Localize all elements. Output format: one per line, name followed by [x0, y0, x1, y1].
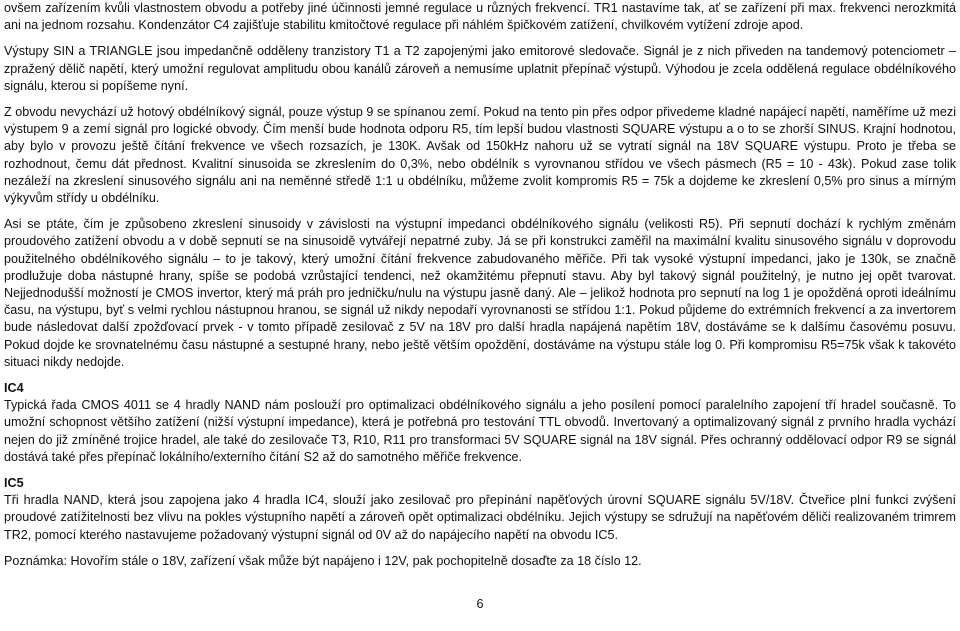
heading-ic5: IC5 — [4, 476, 24, 491]
paragraph-ic5: Tři hradla NAND, která jsou zapojena jako 4 hradla IC4, slouží jako zesilovač pro přepínání napěťových úrovní SQUARE signálu 5V/18V. Čtveřice plní funkci zvýšení proudové zatížitelnosti bez vlivu na pokles výstupního napětí a zároveň opět optimalizaci obdélníku. Jejich výstupy se sdružují na napěťovém děliči realizovaném trimrem TR2, pomocí kterého nastavujeme požadovaný výstupní signál od 0V až do napájecího napětí na obvodu IC5. — [4, 493, 956, 542]
paragraph-note: Poznámka: Hovořím stále o 18V, zařízení však může být napájeno i 12V, pak pochopitelně dosaďte za 18 číslo 12. — [4, 553, 642, 568]
paragraph-sin-triangle-outputs: Výstupy SIN a TRIANGLE jsou impedančně odděleny tranzistory T1 a T2 zapojenými jako emitorové sledovače. Signál je z nich přiveden na tandemový potenciometr – zpražený dělič napětí, který umožní regulovat amplitudu obou kanálů zároveň a nemusíme uplatnit přepínač výstupů. Výhodou je zcela oddělená regulace obdélníkového signálu, kterou si popíšeme nyní. — [4, 44, 956, 93]
paragraph-square-output: Z obvodu nevychází už hotový obdélníkový signál, pouze výstup 9 se spínanou zemí. Pokud na tento pin přes odpor přivedeme kladné napájecí napětí, naměříme už mezi výstupem 9 a zemí signál pro logické obvody. Čím menší bude hodnota odporu R5, tím lepší budou vlastnosti SQUARE výstupu a o to se zhorší SINUS. Krajní hodnotou, aby bylo v provozu ještě čítání frekvence ve všech rozsazích, je 130K. Avšak od 150kHz nahoru už se vytratí signál na 18V SQUARE výstupu. Proto je třeba se rozhodnout, čemu dát přednost. Kvalitní sinusoida se zkreslením do 0,3%, nebo obdélník s vyrovnanou střídou ve všech pásmech (R5 = 10 - 43k). Pokud zase tolik nezáleží na zkreslení sinusového signálu ani na neměnné středě 1:1 u obdélníku, můžeme zvolit kompromis R5 = 75k a dojdeme ke zkreslení 0,5% pro sinus a mírným výkyvům střídy u obdélníku. — [4, 105, 956, 206]
paragraph-frequency-regulation: ovšem zařízením kvůli vlastnostem obvodu a potřeby jiné účinnosti jemné regulace u různých frekvencí. TR1 nastavíme tak, ať se zařízení při max. frekvenci nerozkmitá ani na jednom rozsahu. Kondenzátor C4 zajišťuje stabilitu kmitočtové regulace při náhlém špičkovém zatížení, chvilkovém vytížení zdroje apod. — [4, 1, 956, 33]
paragraph-sinus-distortion: Asi se ptáte, čím je způsobeno zkreslení sinusoidy v závislosti na výstupní impedanci obdélníkového signálu (velikosti R5). Při sepnutí dochází k rychlým změnám proudového zatížení obvodu a v době sepnutí se na sinusoidě vytvářejí nepatrné zuby. Já se při konstrukci zaměřil na maximální kvalitu sinusového signálu v doprovodu použitelného obdélníkového signálu – to je takový, který umožní čítání frekvence zabudovaného měřiče. Při tak vysoké výstupní impedanci, jako je 130k, se značně prodlužuje doba nástupné hrany, spíše se podobá vzrůstající tendenci, než okamžitému přepnutí stavu. Aby byl takový signál použitelný, je nutno jej opět tvarovat. Nejjednodušší možností je CMOS invertor, který má práh pro jedničku/nulu na výstupu jasně daný. Ale – jelikož hodnota pro sepnutí na log 1 je opožděná oproti ideálnímu času, na výstupu, byť s velmi rychlou nástupnou hranou, se signál už nikdy nepodaří vyrovnanosti se střídou 1:1. Pokud půjdeme do extrémních frekvencí a za invertorem bude následovat další zpožďovací prvek - v tomto případě zesilovač z 5V na 18V pro další hradla napájená napětím 18V, dostáváme se k dalšímu časovému posuvu. Pokud dojde ke srovnatelnému času nástupné a sestupné hrany, nebo ještě větším opoždění, dostáváme na výstupu stále log 0. Při kompromisu R5=75k však k takovéto situaci nikdy nedojde. — [4, 217, 956, 369]
document-page — [4, 0, 956, 570]
paragraph-ic4: Typická řada CMOS 4011 se 4 hradly NAND nám poslouží pro optimalizaci obdélníkového signálu a jeho posílení pomocí paralelního zapojení tří hradel současně. To umožní schopnost většího zatížení (nižší výstupní impedance), která je potřebná pro testování TTL obvodů. Invertovaný a optimalizovaný signál z prvního hradla vychází nejen do již zmíněné trojice hradel, ale také do zesilovače T3, R10, R11 pro transformaci 5V SQUARE signál na 18V signál. Přes ochranný oddělovací odpor R9 se signál dostává také přes přepínač lokálního/externího čítání S2 až do samotného měřiče frekvence. — [4, 398, 956, 464]
heading-ic4: IC4 — [4, 381, 24, 396]
page-number: 6 — [476, 597, 484, 611]
